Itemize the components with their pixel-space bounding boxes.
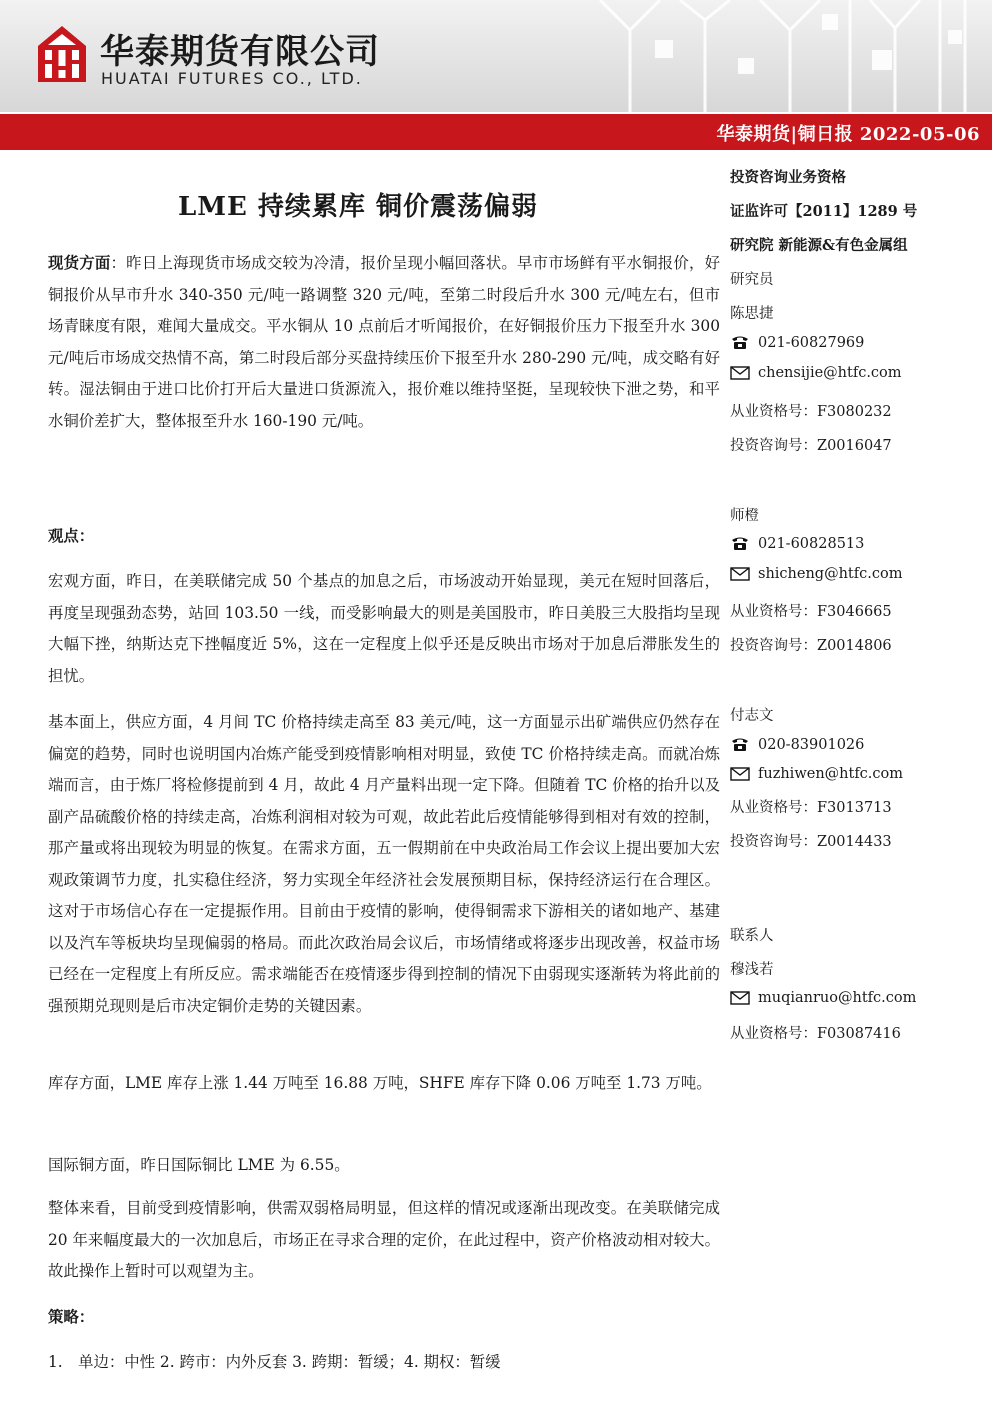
contact-label: 联系人 bbox=[730, 928, 774, 944]
page-header bbox=[0, 0, 992, 152]
analyst-email[interactable]: fuzhiwen@htfc.com bbox=[730, 766, 903, 782]
phone-icon bbox=[730, 535, 750, 551]
institute-text: 研究院 新能源&有色金属组 bbox=[730, 237, 908, 254]
mail-icon bbox=[730, 567, 750, 581]
analyst-email[interactable]: shicheng@htfc.com bbox=[730, 566, 902, 582]
mail-icon bbox=[730, 767, 750, 781]
contact-cert: 从业资格号：F03087416 bbox=[730, 1026, 901, 1042]
analyst-phone: 021-60828513 bbox=[730, 535, 864, 552]
view-heading: 观点： bbox=[48, 527, 95, 545]
strategy-list: 1. 单边：中性 2. 跨市：内外反套 3. 跨期：暂缓；4. 期权：暂缓 bbox=[48, 1353, 501, 1371]
spot-label: 现货方面 bbox=[48, 254, 111, 272]
phone-icon bbox=[730, 334, 750, 350]
company-name-cn: 华泰期货有限公司 bbox=[100, 32, 380, 72]
analyst-cert: 从业资格号：F3013713 bbox=[730, 800, 892, 816]
analyst-consult: 投资咨询号：Z0014433 bbox=[730, 834, 892, 850]
analyst-email[interactable]: chensijie@htfc.com bbox=[730, 365, 902, 381]
qualification-text: 投资咨询业务资格 bbox=[730, 169, 846, 186]
analyst-consult: 投资咨询号：Z0016047 bbox=[730, 438, 892, 454]
spot-paragraph bbox=[48, 248, 720, 437]
inventory-paragraph: 库存方面，LME 库存上涨 1.44 万吨至 16.88 万吨，SHFE 库存下降 0.06 万吨至 1.73 万吨。 bbox=[48, 1074, 712, 1092]
license-text: 证监许可【2011】1289 号 bbox=[730, 203, 918, 220]
huatai-logo-icon bbox=[36, 24, 88, 84]
mail-icon bbox=[730, 991, 750, 1005]
analyst-consult: 投资咨询号：Z0014806 bbox=[730, 638, 892, 654]
analyst-name: 陈思捷 bbox=[730, 306, 774, 322]
macro-paragraph: 宏观方面，昨日，在美联储完成 50 个基点的加息之后，市场波动开始显现，美元在短时回落后，再度呈现强劲态势，站回 103.50 一线，而受影响最大的则是美国股市，昨日美股三大股指均呈现大幅下挫，纳斯达克下挫幅度近 5%，这在一定程度上似乎还是反映出市场对于加息后滞胀发生的担忧。 bbox=[48, 572, 720, 685]
document-title: LME 持续累库 铜价震荡偏弱 bbox=[178, 192, 538, 222]
summary-paragraph: 整体来看，目前受到疫情影响，供需双弱格局明显，但这样的情况或逐渐出现改变。在美联储完成 20 年来幅度最大的一次加息后，市场正在寻求合理的定价，在此过程中，资产价格波动相对较大。故此操作上暂时可以观望为主。 bbox=[48, 1199, 720, 1280]
contact-name: 穆浅若 bbox=[730, 962, 774, 978]
analyst-name: 师橙 bbox=[730, 508, 759, 524]
strategy-heading: 策略： bbox=[48, 1308, 95, 1326]
mail-icon bbox=[730, 366, 750, 380]
analyst-cert: 从业资格号：F3080232 bbox=[730, 404, 892, 420]
analyst-name: 付志文 bbox=[730, 708, 774, 724]
analyst-cert: 从业资格号：F3046665 bbox=[730, 604, 892, 620]
spot-text: ：昨日上海现货市场成交较为冷清，报价呈现小幅回落状。早市市场鲜有平水铜报价，好铜报价从早市升水 340-350 元/吨一路调整 320 元/吨，至第二时段后升水 300 元/吨左右，但市场青睐度有限，难闻大量成交。平水铜从 10 点前后才听闻报价，在好铜报价压力下报至升水 300 元/吨后市场成交热情不高，第二时段后部分买盘持续压价下报至升水 280-290 元/吨，成交略有好转。湿法铜由于进口比价打开后大量进口货源流入，报价难以维持坚挺，呈现较快下泄之势，和平水铜价差扩大，整体报至升水 160-190 元/吨。 bbox=[48, 254, 720, 430]
report-band bbox=[0, 114, 992, 150]
international-copper-paragraph: 国际铜方面，昨日国际铜比 LME 为 6.55。 bbox=[48, 1156, 350, 1174]
company-name-en: HUATAI FUTURES CO., LTD. bbox=[101, 69, 363, 88]
analyst-phone: 021-60827969 bbox=[730, 334, 864, 351]
contact-email[interactable]: muqianruo@htfc.com bbox=[730, 990, 916, 1006]
phone-icon bbox=[730, 736, 750, 752]
analyst-phone: 020-83901026 bbox=[730, 736, 864, 753]
report-band-title: 华泰期货|铜日报 2022-05-06 bbox=[716, 124, 980, 145]
researcher-label: 研究员 bbox=[730, 272, 774, 288]
fundamentals-paragraph: 基本面上，供应方面，4 月间 TC 价格持续走高至 83 美元/吨，这一方面显示出矿端供应仍然存在偏宽的趋势，同时也说明国内冶炼产能受到疫情影响相对明显，致使 TC 价格持续走高。而就冶炼端而言，由于炼厂将检修提前到 4 月，故此 4 月产量料出现一定下降。但随着 TC 价格的抬升以及副产品硫酸价格的持续走高，冶炼利润相对较为可观，故此若此后疫情能够得到相对有效的控制，那产量或将出现较为明显的恢复。在需求方面，五一假期前在中央政治局工作会议上提出要加大宏观政策调节力度，扎实稳住经济，努力实现全年经济社会发展预期目标，保持经济运行在合理区。这对于市场信心存在一定提振作用。目前由于疫情的影响，使得铜需求下游相关的诸如地产、基建以及汽车等板块均呈现偏弱的格局。而此次政治局会议后，市场情绪或将逐步出现改善，权益市场已经在一定程度上有所反应。需求端能否在疫情逐步得到控制的情况下由弱现实逐渐转为将此前的强预期兑现则是后市决定铜价走势的关键因素。 bbox=[48, 713, 720, 1015]
